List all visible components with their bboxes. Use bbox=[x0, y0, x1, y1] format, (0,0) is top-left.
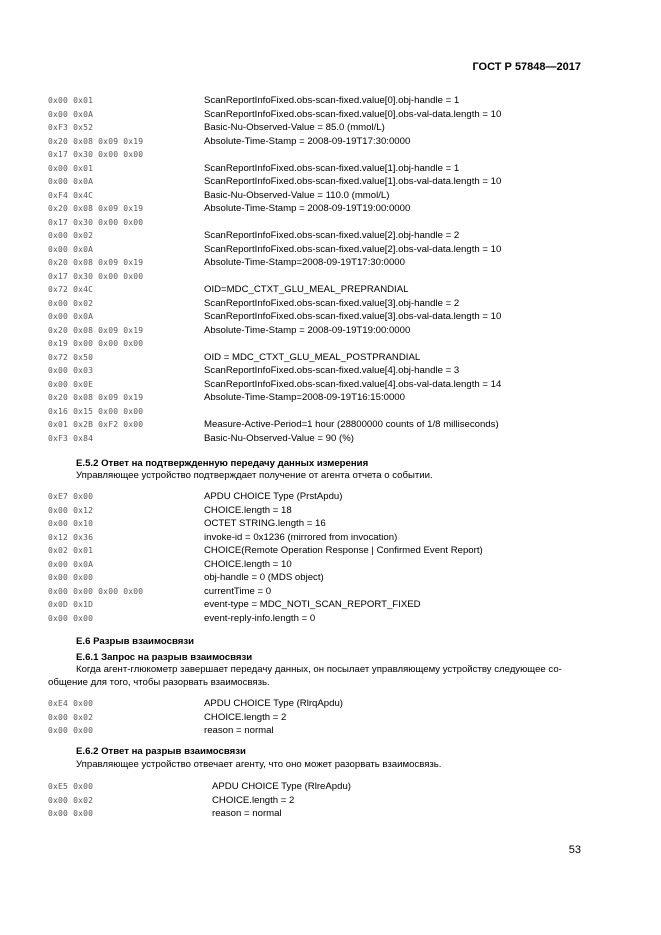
hex-description: CHOICE.length = 18 bbox=[204, 504, 292, 516]
hex-description: ScanReportInfoFixed.obs-scan-fixed.value[2].obs-val-data.length = 10 bbox=[204, 243, 502, 255]
section-e61-title: E.6.1 Запрос на разрыв взаимосвязи bbox=[76, 652, 253, 663]
hex-description: event-reply-info.length = 0 bbox=[204, 612, 316, 624]
hex-description: ScanReportInfoFixed.obs-scan-fixed.value[0].obj-handle = 1 bbox=[204, 95, 460, 106]
hex-bytes: 0x72 0x50 bbox=[48, 352, 94, 362]
hex-description: APDU CHOICE Type (RlreApdu) bbox=[212, 781, 351, 792]
hex-description: ScanReportInfoFixed.obs-scan-fixed.value[1].obs-val-data.length = 10 bbox=[204, 176, 502, 187]
hex-description: Absolute-Time-Stamp = 2008-09-19T17:30:0000 bbox=[204, 135, 411, 147]
hex-description: ScanReportInfoFixed.obs-scan-fixed.value[3].obs-val-data.length = 10 bbox=[204, 311, 502, 322]
hex-bytes: 0x00 0x02 bbox=[48, 795, 94, 805]
hex-bytes: 0x00 0x00 bbox=[48, 809, 94, 818]
section-e61-text-line1: Когда агент-глюкометр завершает передачу данных, он посылает управляющему устройству следующее со- bbox=[76, 664, 562, 675]
hex-bytes: 0xE5 0x00 bbox=[48, 782, 94, 791]
hex-bytes: 0x00 0x01 bbox=[48, 96, 94, 105]
hex-bytes: 0x00 0x0A bbox=[48, 244, 94, 254]
hex-bytes: 0x00 0x00 bbox=[48, 573, 94, 582]
hex-description: obj-handle = 0 (MDS object) bbox=[204, 572, 324, 583]
hex-description: CHOICE(Remote Operation Response | Confirmed Event Report) bbox=[204, 545, 483, 556]
hex-bytes: 0x00 0x0E bbox=[48, 379, 94, 389]
section-e61-text-line2: общение для того, чтобы разорвать взаимосвязь. bbox=[48, 677, 270, 688]
section-e62-text: Управляющее устройство отвечает агенту, что оно может разорвать взаимосвязь. bbox=[76, 759, 442, 770]
hex-description: ScanReportInfoFixed.obs-scan-fixed.value[4].obj-handle = 3 bbox=[204, 365, 460, 376]
hex-bytes: 0x72 0x4C bbox=[48, 285, 94, 294]
hex-bytes: 0x20 0x08 0x09 0x19 bbox=[48, 325, 144, 335]
hex-bytes: 0xF3 0x52 bbox=[48, 123, 94, 132]
hex-bytes: 0xF4 0x4C bbox=[48, 190, 94, 200]
hex-bytes: 0x20 0x08 0x09 0x19 bbox=[48, 393, 144, 402]
hex-description: currentTime = 0 bbox=[204, 585, 272, 597]
hex-description: OID=MDC_CTXT_GLU_MEAL_PREPRANDIAL bbox=[204, 284, 409, 295]
hex-bytes: 0x00 0x00 0x00 0x00 bbox=[48, 586, 144, 596]
hex-bytes: 0x00 0x10 bbox=[48, 519, 94, 528]
hex-description: invoke-id = 0x1236 (mirrored from invocation) bbox=[204, 531, 398, 543]
hex-description: CHOICE.length = 2 bbox=[212, 794, 295, 806]
hex-bytes: 0x00 0x02 bbox=[48, 231, 94, 240]
hex-bytes: 0x20 0x08 0x09 0x19 bbox=[48, 204, 144, 213]
hex-bytes: 0x02 0x01 bbox=[48, 546, 94, 555]
hex-bytes: 0x20 0x08 0x09 0x19 bbox=[48, 136, 144, 146]
hex-description: Basic-Nu-Observed-Value = 90 (%) bbox=[204, 432, 354, 444]
hex-bytes: 0x00 0x02 bbox=[48, 298, 94, 308]
hex-description: APDU CHOICE Type (PrstApdu) bbox=[204, 491, 343, 502]
hex-description: Absolute-Time-Stamp=2008-09-19T16:15:0000 bbox=[204, 392, 405, 403]
hex-description: Absolute-Time-Stamp=2008-09-19T17:30:0000 bbox=[204, 257, 405, 268]
hex-description: reason = normal bbox=[204, 725, 274, 736]
hex-bytes: 0x17 0x30 0x00 0x00 bbox=[48, 150, 144, 159]
hex-description: ScanReportInfoFixed.obs-scan-fixed.value[1].obj-handle = 1 bbox=[204, 162, 460, 174]
hex-bytes: 0x00 0x02 bbox=[48, 712, 94, 722]
document-header: ГОСТ Р 57848—2017 bbox=[472, 61, 581, 73]
hex-description: Absolute-Time-Stamp = 2008-09-19T19:00:0000 bbox=[204, 324, 411, 336]
hex-bytes: 0x19 0x00 0x00 0x00 bbox=[48, 339, 144, 348]
hex-description: CHOICE.length = 2 bbox=[204, 711, 287, 723]
hex-description: ScanReportInfoFixed.obs-scan-fixed.value[3].obj-handle = 2 bbox=[204, 297, 460, 309]
section-e6-title: E.6 Разрыв взаимосвязи bbox=[76, 636, 195, 647]
hex-bytes: 0x0D 0x1D bbox=[48, 600, 94, 609]
hex-bytes: 0x17 0x30 0x00 0x00 bbox=[48, 217, 144, 227]
hex-bytes: 0x01 0x2B 0xF2 0x00 bbox=[48, 420, 144, 429]
hex-bytes: 0xF3 0x84 bbox=[48, 433, 94, 443]
page-number: 53 bbox=[568, 844, 581, 856]
hex-bytes: 0x17 0x30 0x00 0x00 bbox=[48, 271, 144, 281]
hex-description: ScanReportInfoFixed.obs-scan-fixed.value[2].obj-handle = 2 bbox=[204, 230, 460, 241]
hex-description: reason = normal bbox=[212, 808, 282, 819]
hex-bytes: 0x00 0x0A bbox=[48, 312, 94, 321]
hex-description: CHOICE.length = 10 bbox=[204, 558, 292, 570]
hex-bytes: 0xE7 0x00 bbox=[48, 492, 94, 501]
hex-bytes: 0xE4 0x00 bbox=[48, 699, 94, 708]
hex-bytes: 0x00 0x01 bbox=[48, 163, 94, 173]
hex-bytes: 0x16 0x15 0x00 0x00 bbox=[48, 406, 144, 416]
hex-description: Absolute-Time-Stamp = 2008-09-19T19:00:0000 bbox=[204, 203, 411, 214]
hex-bytes: 0x00 0x03 bbox=[48, 366, 94, 375]
hex-description: event-type = MDC_NOTI_SCAN_REPORT_FIXED bbox=[204, 599, 421, 610]
hex-description: ScanReportInfoFixed.obs-scan-fixed.value[0].obs-val-data.length = 10 bbox=[204, 108, 502, 120]
hex-description: OCTET STRING.length = 16 bbox=[204, 518, 326, 529]
section-e52-title: E.5.2 Ответ на подтвержденную передачу данных измерения bbox=[76, 458, 369, 469]
section-e62-title: E.6.2 Ответ на разрыв взаимосвязи bbox=[76, 746, 246, 757]
hex-bytes: 0x00 0x0A bbox=[48, 177, 94, 186]
hex-bytes: 0x12 0x36 bbox=[48, 532, 94, 542]
hex-description: ScanReportInfoFixed.obs-scan-fixed.value[4].obs-val-data.length = 14 bbox=[204, 378, 502, 390]
hex-description: Basic-Nu-Observed-Value = 110.0 (mmol/L) bbox=[204, 189, 390, 201]
hex-description: APDU CHOICE Type (RlrqApdu) bbox=[204, 698, 343, 709]
hex-description: OID = MDC_CTXT_GLU_MEAL_POSTPRANDIAL bbox=[204, 351, 421, 363]
hex-bytes: 0x20 0x08 0x09 0x19 bbox=[48, 258, 144, 267]
hex-bytes: 0x00 0x12 bbox=[48, 505, 94, 515]
hex-bytes: 0x00 0x0A bbox=[48, 559, 94, 569]
hex-bytes: 0x00 0x00 bbox=[48, 726, 94, 735]
hex-bytes: 0x00 0x0A bbox=[48, 109, 94, 119]
section-e52-text: Управляющее устройство подтверждает получение от агента отчета о событии. bbox=[76, 470, 433, 481]
hex-bytes: 0x00 0x00 bbox=[48, 613, 94, 623]
hex-description: Basic-Nu-Observed-Value = 85.0 (mmol/L) bbox=[204, 122, 385, 133]
hex-description: Measure-Active-Period=1 hour (28800000 counts of 1/8 milliseconds) bbox=[204, 419, 499, 430]
